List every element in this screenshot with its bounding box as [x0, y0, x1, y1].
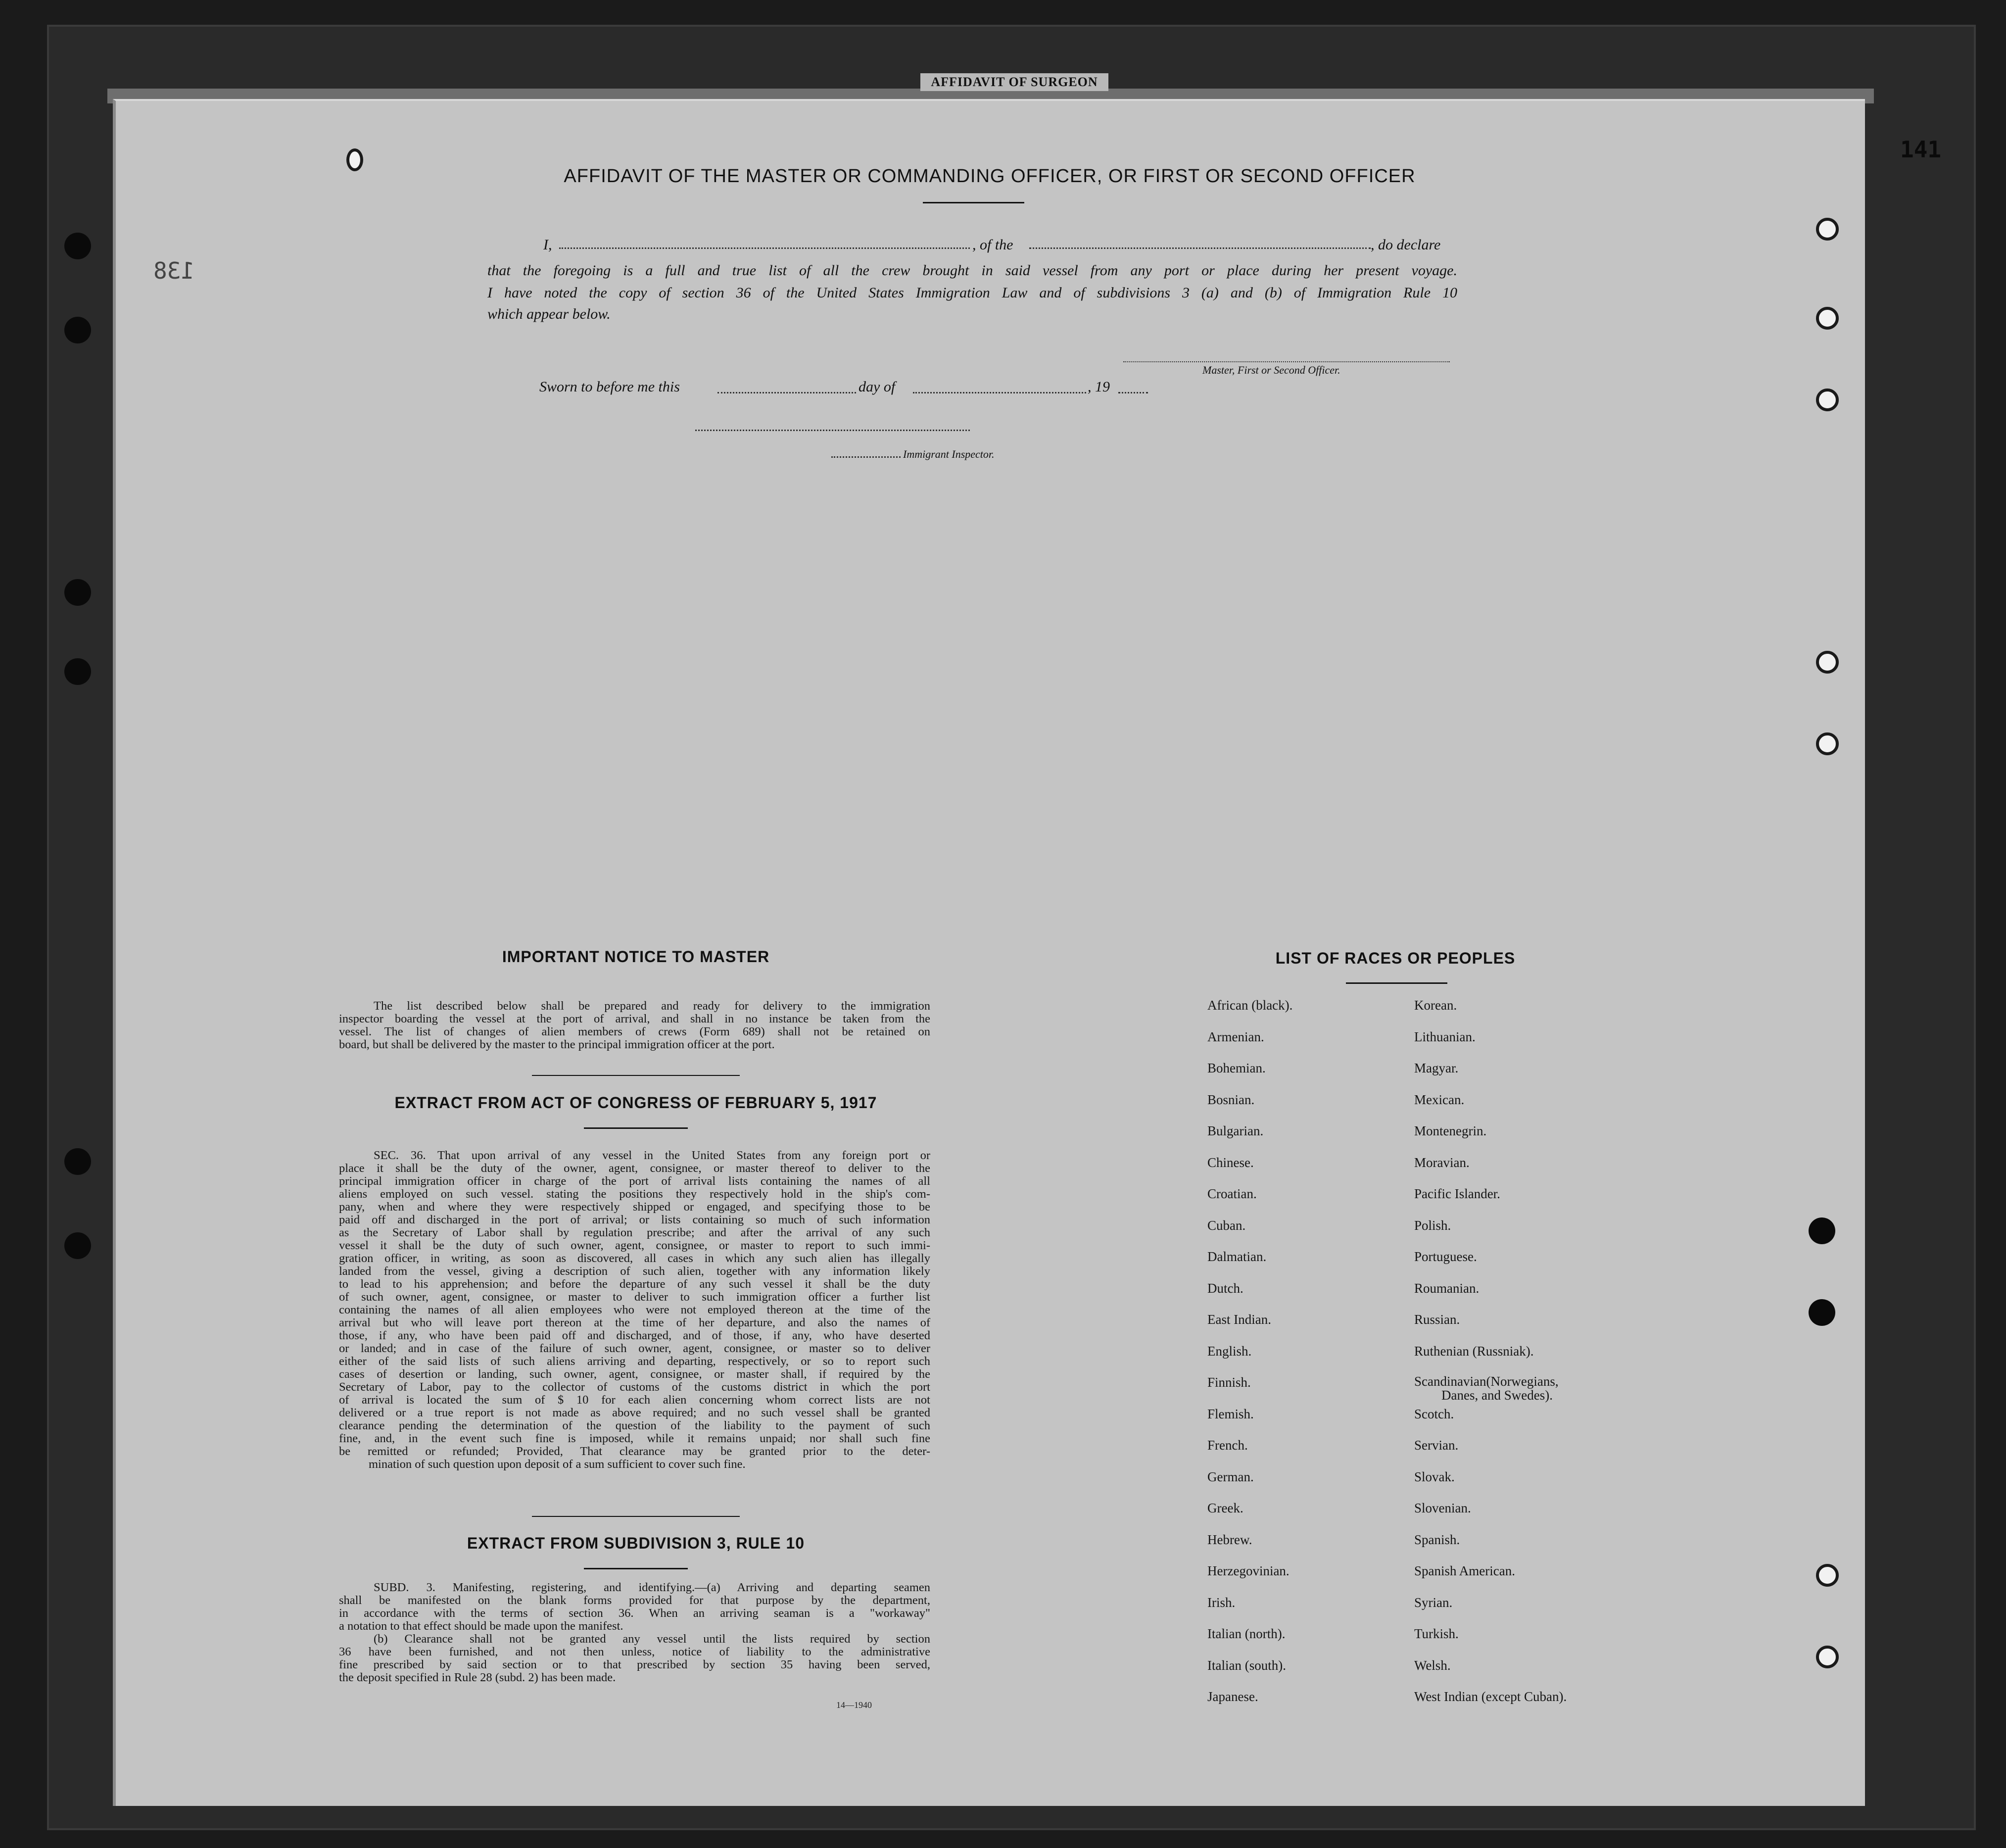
race-item: Bohemian.: [1207, 1061, 1266, 1075]
vessel-blank[interactable]: [1029, 247, 1371, 249]
notice-line: board, but shall be delivered by the master to the principal immigration officer at the port.: [339, 1038, 775, 1051]
inspector-name-blank[interactable]: [831, 456, 901, 458]
race-item: Scotch.: [1414, 1406, 1454, 1421]
punch-hole: [1816, 732, 1839, 755]
divider: [532, 1516, 740, 1517]
act-line: of such owner, agent, consignee, or master to deliver to such immigration officer a further list: [339, 1290, 930, 1304]
sworn-month-blank[interactable]: [913, 392, 1086, 393]
act-line: delivered or a true report is not made as above required; and no such vessel shall be granted: [339, 1406, 930, 1419]
rule-line: fine prescribed by said section or to that prescribed by section 35 having been served,: [339, 1658, 930, 1671]
divider: [923, 202, 1024, 203]
sworn-prefix: Sworn to before me this: [539, 379, 680, 395]
act-line: be remitted or refunded; Provided, That clearance may be granted prior to the deter-: [339, 1445, 930, 1458]
act-line: place it shall be the duty of the owner, agent, consignee, or master thereof to deliver to the: [339, 1162, 930, 1175]
act-line: to lead to his apprehension; and before the departure of any such vessel it shall be the duty: [339, 1277, 930, 1291]
act-line: gration officer, in writing, as soon as discovered, all cases in which any such alien has illegally: [339, 1252, 930, 1265]
races-heading: LIST OF RACES OR PEOPLES: [1275, 949, 1516, 967]
race-item: Italian (north).: [1207, 1626, 1286, 1641]
race-item: Armenian.: [1207, 1029, 1264, 1044]
act-line: mination of such question upon deposit of a sum sufficient to cover such fine.: [369, 1458, 746, 1471]
race-item: Spanish.: [1414, 1532, 1460, 1547]
rule-line: shall be manifested on the blank forms provided for that purpose by the department,: [339, 1594, 930, 1607]
notice-line: inspector boarding the vessel at the port of arrival, and shall in no instance be taken from the: [339, 1012, 930, 1025]
race-item: Polish.: [1414, 1217, 1451, 1233]
race-item: Bosnian.: [1207, 1092, 1255, 1107]
rule-text: [339, 1581, 930, 1684]
top-header-label: AFFIDAVIT OF SURGEON: [920, 73, 1108, 91]
race-item: Turkish.: [1414, 1626, 1459, 1641]
affidavit-line-4: which appear below.: [487, 306, 611, 322]
affidavit-title: AFFIDAVIT OF THE MASTER OR COMMANDING OFFICER, OR FIRST OR SECOND OFFICER: [564, 166, 1416, 187]
act-line: vessel it shall be the duty of such owner, agent, consignee, or master to report to such immi-: [339, 1239, 930, 1252]
act-line: clearance pending the determination of the question of the liability to the payment of such: [339, 1419, 930, 1432]
race-item: Flemish.: [1207, 1406, 1254, 1421]
act-line: arrival but who will leave port thereon at the time of her departure, and also the names of: [339, 1316, 930, 1329]
race-item: Ruthenian (Russniak).: [1414, 1343, 1534, 1359]
act-line: as the Secretary of Labor shall by regulation prescribe; and after the arrival of any such: [339, 1226, 930, 1239]
act-line: landed from the vessel, giving a description of such alien, together with any information likely: [339, 1264, 930, 1278]
act-line: either of the said lists of such aliens arriving and departing, respectively, or so to report such: [339, 1355, 930, 1368]
race-item: Portuguese.: [1414, 1249, 1477, 1264]
race-item: Montenegrin.: [1414, 1123, 1487, 1138]
race-item: Scandinavian(Norwegians,: [1414, 1374, 1559, 1389]
race-item: Greek.: [1207, 1501, 1243, 1515]
name-blank[interactable]: [559, 247, 970, 249]
punch-hole: [1816, 651, 1839, 674]
race-item: Chinese.: [1207, 1155, 1254, 1170]
rule-line: (b) Clearance shall not be granted any vessel until the lists required by section: [374, 1632, 930, 1646]
race-item: Syrian.: [1414, 1595, 1453, 1610]
punch-hole: [64, 233, 91, 259]
race-item: East Indian.: [1207, 1312, 1271, 1327]
affidavit-line-2: that the foregoing is a full and true list of all the crew brought in said vessel from any port or place during her present voyage.: [487, 262, 1457, 279]
act-line: pany, when and where they were respectively shipped or engaged, and specifying those to be: [339, 1200, 930, 1214]
punch-hole: [1816, 1646, 1839, 1668]
affidavit-declare: , do declare: [1371, 237, 1441, 253]
race-item: Japanese.: [1207, 1689, 1258, 1704]
race-item: Korean.: [1414, 998, 1457, 1013]
races-list-right: [1414, 997, 1567, 1720]
act-line: or landed; and in case of the failure of such owner, agent, consignee, or master so to deliver: [339, 1342, 930, 1355]
sworn-year: , 19: [1088, 379, 1110, 395]
punch-hole: [64, 658, 91, 685]
race-item: Lithuanian.: [1414, 1029, 1476, 1044]
rule-heading: EXTRACT FROM SUBDIVISION 3, RULE 10: [467, 1534, 805, 1552]
page-number: 141: [1900, 136, 1942, 163]
race-item: German.: [1207, 1469, 1254, 1484]
race-item: Cuban.: [1207, 1217, 1246, 1233]
divider: [584, 1127, 688, 1129]
race-item: Servian.: [1414, 1438, 1459, 1453]
act-line: SEC. 36. That upon arrival of any vessel in the United States from any foreign port or: [374, 1149, 930, 1162]
master-signature-label: Master, First or Second Officer.: [1202, 364, 1340, 376]
punch-hole: [64, 1148, 91, 1175]
sworn-day-of: day of: [859, 379, 896, 395]
race-item: Bulgarian.: [1207, 1123, 1264, 1138]
act-line: of arrival is located the sum of $ 10 for each alien concerning whom correct lists are not: [339, 1393, 930, 1407]
inspector-signature-line[interactable]: [695, 430, 970, 431]
race-item: Slovak.: [1414, 1469, 1455, 1484]
master-signature-line[interactable]: [1123, 361, 1450, 362]
divider: [1346, 982, 1447, 984]
act-text: [339, 1149, 930, 1471]
punch-hole: [1816, 1564, 1839, 1587]
race-item: Dalmatian.: [1207, 1249, 1267, 1264]
sworn-day-blank[interactable]: [717, 392, 856, 393]
punch-hole: [1816, 218, 1839, 241]
punch-hole: [1816, 307, 1839, 330]
act-line: Secretary of Labor, pay to the collector of customs of the customs district in which the port: [339, 1380, 930, 1394]
rule-line: SUBD. 3. Manifesting, registering, and identifying.—(a) Arriving and departing seamen: [374, 1581, 930, 1594]
race-item: African (black).: [1207, 998, 1293, 1013]
act-line: containing the names of all alien employees who were not employed thereon at the time of the: [339, 1303, 930, 1316]
race-item-scandinavian: [1414, 1374, 1567, 1406]
affidavit-i: I,: [543, 237, 552, 253]
race-item: Magyar.: [1414, 1061, 1459, 1075]
punch-hole: [64, 579, 91, 606]
race-item: Italian (south).: [1207, 1657, 1286, 1673]
inspector-label: Immigrant Inspector.: [903, 448, 995, 460]
sworn-year-blank[interactable]: [1118, 392, 1148, 393]
race-item: Russian.: [1414, 1312, 1460, 1327]
race-item: Croatian.: [1207, 1186, 1257, 1201]
punch-hole: [346, 148, 363, 171]
race-item: French.: [1207, 1438, 1248, 1453]
act-line: those, if any, who have been paid off and discharged, and of those, if any, who have deserted: [339, 1329, 930, 1342]
punch-hole: [1809, 1299, 1835, 1326]
punch-hole: [1809, 1217, 1835, 1244]
race-item: Finnish.: [1207, 1375, 1251, 1390]
punch-hole: [64, 1232, 91, 1259]
act-line: fine, and, in the event such fine is imposed, while it remains unpaid; nor shall such fine: [339, 1432, 930, 1445]
rule-line: 36 have been furnished, and not then unless, notice of liability to the administrative: [339, 1645, 930, 1658]
race-item: Mexican.: [1414, 1092, 1465, 1107]
race-item: Welsh.: [1414, 1657, 1451, 1673]
rule-line: a notation to that effect should be made upon the manifest.: [339, 1619, 623, 1633]
race-item: Irish.: [1207, 1595, 1236, 1610]
rule-line: in accordance with the terms of section 36. When an arriving seaman is a "workaway": [339, 1606, 930, 1620]
notice-line: The list described below shall be prepared and ready for delivery to the immigration: [374, 999, 930, 1013]
notice-line: vessel. The list of changes of alien members of crews (Form 689) shall not be retained on: [339, 1025, 930, 1038]
races-list-left: [1207, 997, 1292, 1720]
act-heading: EXTRACT FROM ACT OF CONGRESS OF FEBRUARY 5, 1917: [394, 1094, 877, 1112]
race-item: Pacific Islander.: [1414, 1186, 1500, 1201]
side-stamp: 138: [153, 257, 195, 284]
race-item: English.: [1207, 1343, 1252, 1359]
punch-hole: [64, 317, 91, 343]
act-line: principal immigration officer in charge of the port of arrival lists containing the names of all: [339, 1174, 930, 1188]
race-item: Herzegovinian.: [1207, 1563, 1290, 1578]
race-item: Roumanian.: [1414, 1280, 1480, 1296]
race-item: Moravian.: [1414, 1155, 1470, 1170]
notice-text: [339, 1000, 930, 1051]
race-item: West Indian (except Cuban).: [1414, 1689, 1567, 1704]
act-line: paid off and discharged in the port of arrival; or lists containing so much of such information: [339, 1213, 930, 1226]
form-number: 14—1940: [836, 1700, 872, 1710]
race-item: Spanish American.: [1414, 1563, 1515, 1578]
punch-hole: [1816, 389, 1839, 411]
act-line: aliens employed on such vessel. stating the positions they respectively hold in the ship's com-: [339, 1187, 930, 1201]
race-item-continuation: Danes, and Swedes).: [1441, 1388, 1553, 1403]
affidavit-of-the: , of the: [972, 237, 1013, 253]
notice-heading: IMPORTANT NOTICE TO MASTER: [502, 948, 770, 966]
rule-line: the deposit specified in Rule 28 (subd. 2) has been made.: [339, 1671, 616, 1684]
divider: [532, 1075, 740, 1076]
divider: [584, 1568, 688, 1569]
act-line: cases of desertion or landing, such owner, agent, consignee, or master shall, if required by the: [339, 1367, 930, 1381]
race-item: Slovenian.: [1414, 1501, 1471, 1515]
affidavit-line-3: I have noted the copy of section 36 of the United States Immigration Law and of subdivisions 3 (a) and (b) of Immigration Rule 10: [487, 285, 1457, 301]
race-item: Dutch.: [1207, 1280, 1243, 1296]
race-item: Hebrew.: [1207, 1532, 1252, 1547]
